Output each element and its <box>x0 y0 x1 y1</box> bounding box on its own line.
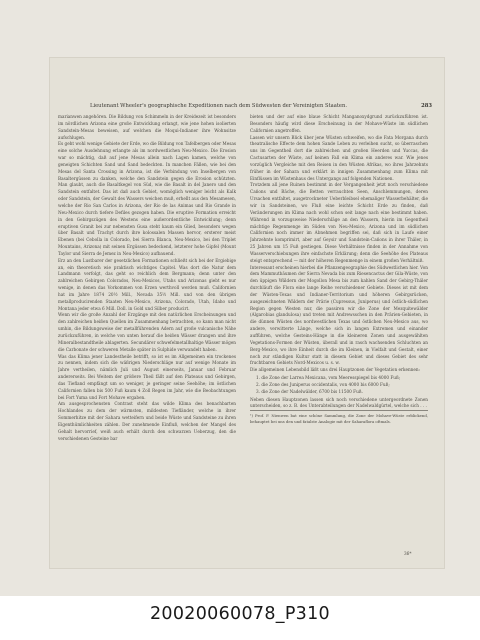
paragraph: Es geht wohl wenige Gebiete der Erde, wo die Bildung von Tafelbergen oder Mesas eine solche Ausdehnung erlangte als im nordwestlichen Neu-Mexico. Die Erosion war so mächtig, daß auf jene Mesas allein nach Lagen kamen, welche von geneigten Schichten Sand und Sand bedeckten. In manchen Fällen, wie bei den Mesas del Santa Crossing in Arizona, ist die Verbindung von Inselbergen von Basaltergüssen zu danken, welche den Sandstein gegen die Erosion schützten. Man glaubt, auch die Basaltkegel von Süd, wie die Basalt in del Janero und den Sandstein entfaltet. Das ist daß auch Gebiet, womöglich weniger leicht als Kalk oder Sandstein, der Gewalt des Wassers weichen muß, erhellt aus den Mesamesen, welche der Rio San Carlos in Arizona, der Rio de las Animas und Rio Grande in Neu-Mexico durch tiefere Defiles gezogen haben. Die eruptive Formation erreicht in den Gebirgszügen des Westens eine außerordentliche Entwicklung; denn eruptiven Granit bei zur nebensten Gusa steht kaum ein Glied, besonders wegen über Basalt und Trachyt durch ihre kolossalen Massen hervor, ersterer meist Ebenen (bei Cebolla in Colorado, bei Sierra Blanca, Neu-Mexico, bei den Triplet Mountains, Arizona) mit seinen Ergüssen bedeckend, letzterer hohe Gipfel (Mount Taylor und Sierra de Jemez in Neu-Mexico) aufbauend. <box>58 141 236 256</box>
paragraph: Am ausgesprochensten Contrast steht das wilde Klima des benachbarten Hochlandes zu dem der wärmsten, mildesten Tiefländer, welche in ihrer Sommerhitze mit der Sahara wetteifern und beide Wüste und Sandsteine zu ihren Eigenthümlichkeiten zählen. Der zunehmende Einfluß, welchen der Mangel des Gehalt hervorrief, weiß auch erhält durch den schwarzen Ueberzug, den die verschiedenen Gesteine bar <box>58 401 236 441</box>
paragraph: marianwen angehören. Die Bildung von Schimmeln in der Kreidezeit ist besonders im nördlichen Arizona eine große Entwicklung erlangt, wie jene hohen isolierten Sandstein-Mesas beweisen, auf welchen die Moqui-Indianer ihre Wohnsitze aufschlugen. <box>58 114 236 140</box>
running-title: Lieutenant Wheeler's geographische Expeditionen nach dem Südwesten der Vereinigten Staaten. <box>90 103 347 109</box>
paragraph: Wenn wir die große Anzahl der Erzgänge mit den natürlichen Erscheinungen und den zahlreichen heißen Quellen im Zusammenhang betrachten, so kann man nicht umhin, die Bildungsweise der metallführenden Adern auf große vulcanische Nähe zurückzuführen, in welche von unten herauf die heißen Wässer drangen und ihre Mineralbestandtheile ablagerten. Secundärer schwefelmetallhaltige Wässer mögen die Carbonate der schweren Metalle später in Sulphide verwandelt haben. <box>58 312 236 352</box>
archive-id-caption: 20020060078_P310 <box>150 604 330 624</box>
running-header <box>50 100 432 112</box>
paragraph: Trotzdem all jene Ruinen bestimmt in der Vergangenheit jetzt noch verschiedene Cañons und Bäche, die Betten verrauchten Seen, Anschlemmungen, deren Ursachen entfaltet, ausgetrockneter Ueberbleibsel ehemaliger Wasserbehälter, die wir in Sandsteinen, wo Fluß eine leichte Schicht Erde zu finden, daß Veränderungen im Klima nach wohl schon seit lange nach eine bestimmt haben. Während in vorzugsweise Niederschläge an den Wassern, hierin im Gegentheil mächtige Regenmenge im Süden von Neu-Mexico, Arizona und im südlichen Californien noch immer im Abnehmen begriffen sei, daß sich in Laufe einer Jahrzehnte komprimirt, aber auf Geysir und Sandstein-Cañons in ihrer Thäler, in 25 Jahren um 15 Fuß gestiegen. Diese Verhältnisse finden in der Annahme von Wasserverschiebungen ihre einfachste Erklärung; denn die Seehöhe des Plateaus steigt entsprechend — mit der höheren Regenmenge in einem großen Verhältniß. <box>250 182 428 263</box>
right-text-column <box>250 114 428 546</box>
paragraph: Erz an den Lustbarer der gesetzlichen Formationen schließt sich bei der Ergiebige an, ein theoretisch wie praktisch wichtiges Capitel. Was dort die Natur dem Landmann verfolgt, das geht so reichlich dem Bergmann; denn unter den zahlreichen Gebirgen Colorados, Neu-Mexicos, Utahs und Arizonas giebt es nur wenige, in denen das Vorkommen von Erzen werthvoll werden muß. Californien hat im Jahre 1874 20½ Mill., Nevada 35½ Mill. und von den übrigen metallproducirenden Staaten Neu-Mexico, Arizona, Colorado, Utah, Idaho und Montana jeder etwa 6 Mill. Doll. in Gold und Silber producirt. <box>58 257 236 311</box>
paragraph: Interessant erscheinen hierbei die Pflanzengeographie des Südwestlichen hier. Von dem Mammutbäumen der Sierra Nevada bis zum Riesencactus der Gila-Wüste, von den üppigen Wäldern der Mogollon Mesa bis zum kahlen Sand der Gebirg-Thäler durchläuft die Flora eine lange Reihe verschiedener Gebiete. Dieses ist mit dem der Wüsten-Texas und Indianer-Territorium und höheren Gebirgsrücken, ausgezeichneten Wäldern der Prärie (Cupressus, Juniperus) und östlich-südlichen Region gegen Westen nur, die passiren wir die Zone der Mezquitewälder (Algarobias glandulosa) und treten mit Andrewsschen in den Prärien-Gebieten, in die dünnen Wüsten des nordwestlichen Texas und östlichen Neu-Mexico aus, wo andere, verwitterte Länge, welche sich in langen Extremen und einander aufführen, welche Gesteins-Hänge in die kleineren Zonen und ausgewählten Vegetations-Formen der Wüsten, überall und in rasch wachsenden Schluchten an Berg-Mexico, wo ihre Einheit durch die im Kleinen, in Vielfalt und Gestalt, einer noch zur ständigen Kultur statt in diesem Gebiet und dieses Gebiet des sehr fruchtbaren Gebiets Nord-Mexicos u. s. w. <box>250 264 428 366</box>
paragraph: Die allgemeinen Lebensbild läßt uns drei Hauptzonen der Vegetation erkennen: <box>250 367 420 373</box>
signature-mark: 36* <box>404 551 412 556</box>
left-text-column <box>58 114 236 546</box>
paragraph: Neben diesen Hauptzonen lassen sich noch verschiedene untergeordnete Zonen unterscheiden, so z. B. des Unterabteilungen der Nadelwaldgürtel, welche sich . . . <box>250 396 428 409</box>
vegetation-zone-list <box>256 375 428 396</box>
list-item: 1. die Zone der Larrea Mexicana, vom Meeresspiegel bis 4000 Fuß; <box>256 375 401 381</box>
paragraph: Lassen wir unsern Blick über jene Wüsten schweifen, wo die Fata Morgana durch theatralische Effecte dem hohen Sande Leben zu verleihen sucht, so überraschen uns im Gegentheil dort die zahlreichen und großen Heerden und Yuccas, die Cactusarten der Wüste, auf keinen Fall ein Klima ein anderes war. Wie jenes vorzüglich Vergleiche mit den Reisen in den Wüsten Afrikas, wo ihres Jahrzehnts früher in der Sahara und erklärt in innigen Zusammenhang zum Klima mit Einflüssen im Wüstenhaus des Untergangs auf folgenden Nationen. <box>250 134 428 181</box>
paragraph: bieten und der auf eine blaue Schicht Manganoxydgrund zurückzuführen ist. Besonders häufig wird diese Erscheinung in der Mohave-Wüste im südlichen Californien angetroffen. <box>250 114 428 133</box>
footnote: ¹) Prof. F. Nienwen bat eine schöne Sammlung, die Zone der Mohave-Wüste erblickend, behauptet bei uns den und fatalste Analogie mit der Saharaflora oftmals. <box>250 410 428 425</box>
list-item: 3. die Zone der Nadelwälder, 6700 bis 11500 Fuß. <box>256 388 363 394</box>
paragraph: Was das Klima jener Landestheile betrifft, so ist es im Allgemeinen ein trockenes zu nennen, indem sich die wäßrigen Niederschläge nur auf wenige Monate im Jahre vertheilen, nämlich Juli und August einerseits, Januar und Februar andererseits. Bei Weitem der größere Theil fällt auf den Plateaus und Gebirgen, das Tiefland empfängt um so weniger, je geringer seine Seehöhe; im östlichen Californien fallen bis 500 Fuß kaum 4 Zoll Regen im Jahr, wie die Beobachtungen bei Fort Yuma und Fort Mohave ergaben. <box>58 353 236 400</box>
list-item: 2. die Zone des Juniperus occidentalis, von 4000 bis 6000 Fuß; <box>256 381 390 387</box>
page-number: 283 <box>421 103 432 109</box>
